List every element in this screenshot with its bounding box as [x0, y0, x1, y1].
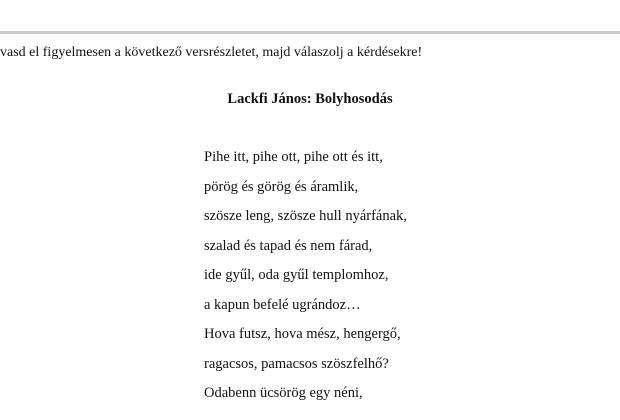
- page-separator-line: [0, 31, 620, 34]
- task-instruction: vasd el figyelmesen a következő versrészletet, majd válaszolj a kérdésekre!: [0, 45, 423, 60]
- poem-line: ide gyűl, oda gyűl templomhoz,: [204, 267, 389, 283]
- poem-line: szalad és tapad és nem fárad,: [204, 237, 373, 254]
- poem-excerpt: [204, 148, 604, 414]
- poem-title: Lackfi János: Bolyhosodás: [227, 91, 393, 107]
- poem-line: Pihe itt, pihe ott, pihe ott és itt,: [204, 149, 383, 165]
- poem-line: Hova futsz, hova mész, hengergő,: [204, 326, 401, 342]
- poem-line: pörög és görög és áramlik,: [204, 178, 359, 195]
- poem-line: a kapun befelé ugrándoz…: [204, 296, 361, 313]
- poem-line: szösze leng, szösze hull nyárfának,: [204, 208, 407, 224]
- poem-line: ragacsos, pamacsos szöszfelhő?: [204, 355, 389, 372]
- poem-line: Odabenn ücsörög egy néni,: [204, 385, 363, 401]
